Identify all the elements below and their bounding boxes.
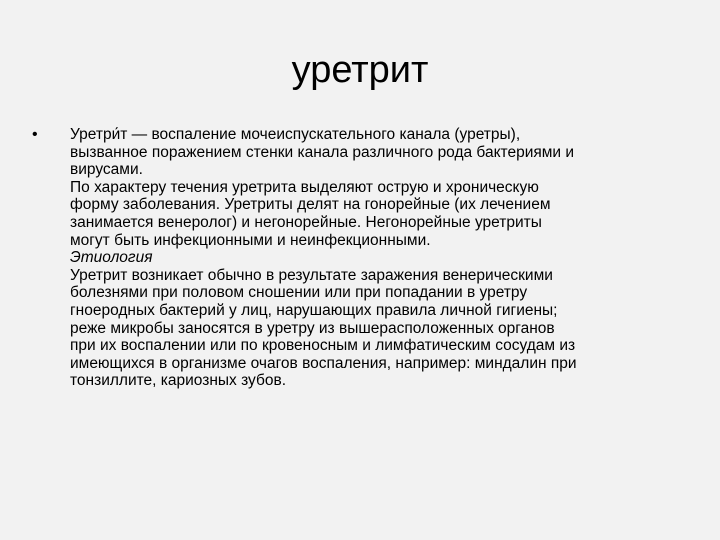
section-heading-etiology: Этиология (70, 249, 153, 267)
text-line: вызванное поражением стенки канала различного рода бактериями и (70, 143, 575, 161)
text-line: занимается венеролог) и негонорейные. Негонорейные уретриты (70, 213, 542, 231)
bullet-dot-icon: • (32, 126, 38, 143)
text-line: имеющихся в организме очагов воспаления, например: миндалин при (70, 354, 577, 372)
text-line: болезнями при половом сношении или при попадании в уретру (70, 284, 528, 302)
text-line: гноеродных бактерий у лиц, нарушающих правила личной гигиены; (70, 301, 558, 319)
text-line: По характеру течения уретрита выделяют острую и хроническую (70, 178, 539, 196)
text-line: реже микробы заносятся в уретру из вышерасположенных органов (70, 319, 555, 337)
text-line: могут быть инфекционными и неинфекционными. (70, 231, 431, 249)
text-line: тонзиллите, кариозных зубов. (70, 372, 287, 390)
bullet-list (32, 126, 682, 390)
text-line: форму заболевания. Уретриты делят на гонорейные (их лечением (70, 196, 551, 214)
slide-title: уретрит (291, 49, 429, 91)
text-line: при их воспалении или по кровеносным и лимфатическим сосудам из (70, 337, 576, 355)
bullet-item (32, 126, 682, 390)
text-line: Уретрит возникает обычно в результате заражения венерическими (70, 266, 553, 284)
bullet-text (70, 126, 682, 390)
text-line: вирусами. (70, 161, 143, 179)
text-line: Уретри́т — воспаление мочеиспускательного канала (уретры), (70, 126, 521, 143)
